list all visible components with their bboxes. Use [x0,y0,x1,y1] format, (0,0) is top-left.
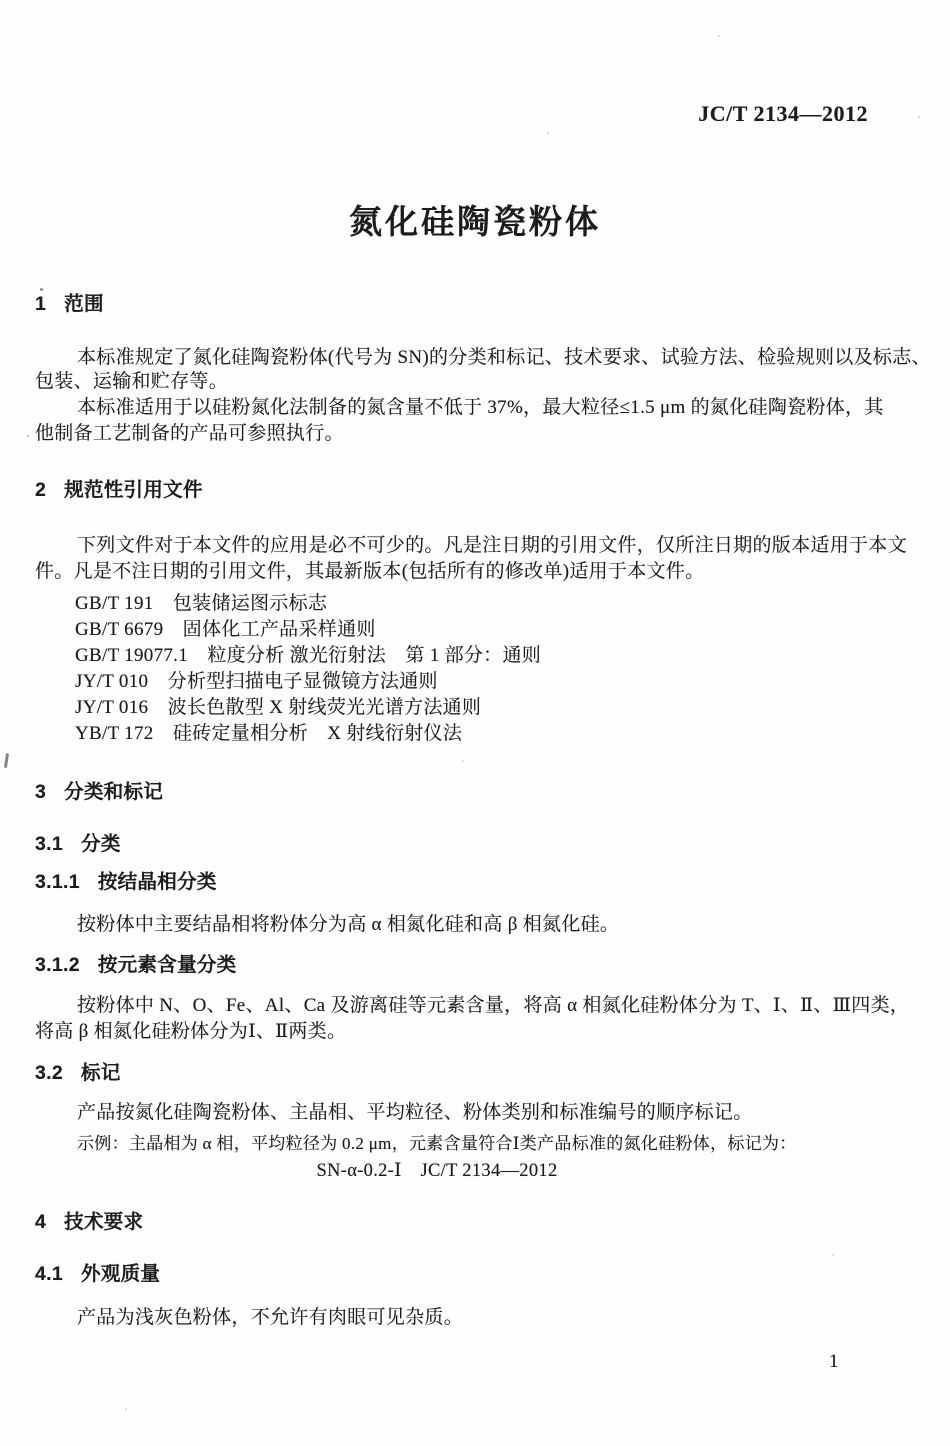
section-3-1-title: 分类 [81,833,121,855]
scope-paragraph-2-line-2: 他制备工艺制备的产品可参照执行。 [35,423,344,444]
section-1-number: 1 [35,293,47,315]
scope-paragraph-1-line-2: 包装、运输和贮存等。 [35,371,229,392]
scan-ink-mark [4,753,9,768]
section-4-1-heading [35,1265,160,1285]
section-4-title: 技术要求 [64,1211,144,1233]
scan-speck [40,288,43,291]
section-2-number: 2 [35,479,47,501]
section-3-1-1-title: 按结晶相分类 [97,871,217,893]
scan-speck [27,435,29,437]
scan-speck [462,760,464,762]
section-3-1-heading [35,835,121,855]
appearance-quality-paragraph: 产品为浅灰色粉体，不允许有肉眼可见杂质。 [77,1307,464,1328]
section-4-heading [35,1213,143,1233]
section-2-heading [35,481,203,501]
section-4-1-title: 外观质量 [81,1263,161,1285]
marking-example-text: 示例：主晶相为 α 相，平均粒径为 0.2 μm，元素含量符合Ⅰ类产品标准的氮化硅粉体，标记为： [77,1134,797,1153]
crystal-phase-paragraph: 按粉体中主要结晶相将粉体分为高 α 相氮化硅和高 β 相氮化硅。 [77,914,620,935]
reference-item: YB/T 172 硅砖定量相分析 X 射线衍射仪法 [75,723,463,744]
section-3-heading [35,783,163,803]
scan-speck [718,35,720,37]
section-3-1-1-number: 3.1.1 [35,871,80,893]
section-3-1-2-heading [35,956,236,976]
element-content-paragraph-line-1: 按粉体中 N、O、Fe、Al、Ca 及游离硅等元素含量，将高 α 相氮化硅粉体分为 T、Ⅰ、Ⅱ、Ⅲ四类， [77,995,910,1016]
section-3-1-1-heading [35,873,217,893]
section-3-1-2-title: 按元素含量分类 [97,954,237,976]
reference-item: GB/T 191 包装储运图示标志 [75,593,328,614]
section-3-1-number: 3.1 [35,833,64,855]
section-1-heading [35,295,104,315]
scan-speck [125,1408,127,1410]
section-3-2-title: 标记 [81,1062,121,1084]
scan-speck [832,1254,834,1256]
standard-code: JC/T 2134—2012 [698,101,868,126]
scope-paragraph-2-line-1: 本标准适用于以硅粉氮化法制备的氮含量不低于 37%，最大粒径≤1.5 μm 的氮化硅陶瓷粉体，其 [77,397,884,418]
section-4-1-number: 4.1 [35,1263,64,1285]
section-3-2-heading [35,1064,121,1084]
reference-item: JY/T 016 波长色散型 X 射线荧光光谱方法通则 [75,697,482,718]
section-2-title: 规范性引用文件 [64,479,203,501]
section-4-number: 4 [35,1211,47,1233]
scan-speck [547,132,549,134]
page-number: 1 [829,1351,839,1372]
section-1-title: 范围 [64,293,104,315]
section-3-number: 3 [35,781,47,803]
references-intro-line-1: 下列文件对于本文件的应用是必不可少的。凡是注日期的引用文件，仅所注日期的版本适用于本文 [77,535,907,556]
reference-item: GB/T 6679 固体化工产品采样通则 [75,619,376,640]
marking-paragraph: 产品按氮化硅陶瓷粉体、主晶相、平均粒径、粉体类别和标准编号的顺序标记。 [77,1102,753,1123]
document-title: 氮化硅陶瓷粉体 [349,203,601,240]
references-intro-line-2: 件。凡是不注日期的引用文件，其最新版本(包括所有的修改单)适用于本文件。 [35,561,705,582]
scope-paragraph-1-line-1: 本标准规定了氮化硅陶瓷粉体(代号为 SN)的分类和标记、技术要求、试验方法、检验规则以及标志、 [77,347,931,368]
reference-item: GB/T 19077.1 粒度分析 激光衍射法 第 1 部分：通则 [75,645,542,666]
reference-item: JY/T 010 分析型扫描电子显微镜方法通则 [75,671,438,692]
scan-speck [918,116,920,118]
section-3-2-number: 3.2 [35,1062,64,1084]
element-content-paragraph-line-2: 将高 β 相氮化硅粉体分为Ⅰ、Ⅱ两类。 [35,1021,347,1042]
section-3-title: 分类和标记 [64,781,164,803]
section-3-1-2-number: 3.1.2 [35,954,80,976]
marking-designation: SN-α-0.2-Ⅰ JC/T 2134—2012 [316,1161,558,1181]
